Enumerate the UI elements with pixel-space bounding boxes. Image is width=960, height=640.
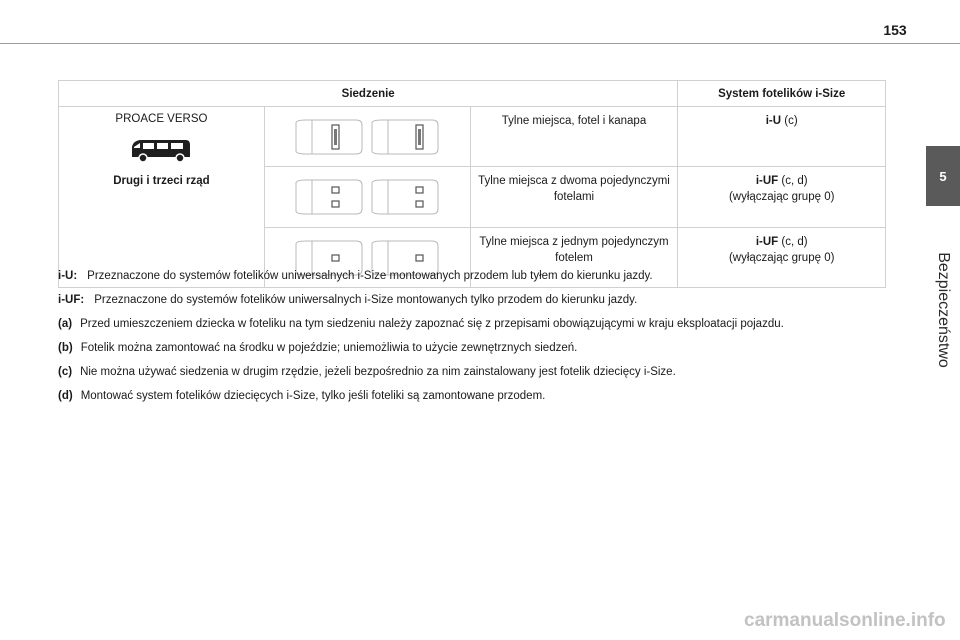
seat-layout-bench-icon: [292, 117, 442, 157]
notes-list: [58, 264, 898, 408]
note-text: Fotelik można zamontować na środku w pojeździe; uniemożliwia to użycie zewnętrznych siedzeń.: [80, 342, 578, 354]
note-text: Przeznaczone do systemów fotelików uniwersalnych i-Size montowanych tylko przodem do kierunku jazdy.: [94, 294, 638, 306]
seat-diagram-cell: [264, 107, 470, 167]
note-key: i-UF:: [58, 294, 85, 306]
vehicle-rows: Drugi i trzeci rząd: [113, 175, 210, 187]
table-row: [59, 107, 886, 167]
note-item: [58, 336, 898, 360]
note-key: (b): [58, 342, 73, 354]
watermark: carmanualsonline.info: [744, 610, 946, 631]
note-key: (c): [58, 366, 73, 378]
note-key: (a): [58, 318, 73, 330]
system-note: (c): [781, 115, 798, 127]
note-text: Nie można używać siedzenia w drugim rzędzie, jeżeli bezpośrednio za nim zainstalowany jest fotelik dziecięcy i-Size.: [80, 366, 676, 378]
system-code: i-UF: [755, 236, 779, 248]
note-text: Przeznaczone do systemów fotelików uniwersalnych i-Size montowanych przodem lub tyłem do kierunku jazdy.: [87, 270, 653, 282]
system-cell: [678, 107, 886, 167]
note-key: (d): [58, 390, 73, 402]
system-extra: (wyłączając grupę 0): [728, 191, 835, 203]
table-header-row: [59, 81, 886, 107]
system-note: (c, d): [778, 236, 808, 248]
system-cell: [678, 167, 886, 228]
seat-layout-two-seats-icon: [292, 177, 442, 217]
note-text: Montować system fotelików dziecięcych i-Size, tylko jeśli foteliki są zamontowane przodem.: [80, 390, 546, 402]
note-item: [58, 312, 898, 336]
note-item: [58, 264, 898, 288]
note-item: [58, 384, 898, 408]
seat-diagram-cell: [264, 167, 470, 228]
system-code: i-U: [765, 115, 782, 127]
header-system: System fotelików i-Size: [678, 81, 886, 107]
vehicle-cell: [59, 107, 265, 288]
note-key: i-U:: [58, 270, 78, 282]
position-cell: Tylne miejsca, fotel i kanapa: [470, 107, 678, 167]
van-icon: [126, 135, 196, 165]
note-item: [58, 288, 898, 312]
header-rule: [0, 43, 960, 44]
chapter-tab[interactable]: [926, 146, 960, 206]
system-code: i-UF: [755, 175, 779, 187]
seat-table: [58, 80, 886, 288]
vehicle-name: PROACE VERSO: [115, 113, 208, 125]
note-text: Przed umieszczeniem dziecka w foteliku na tym siedzeniu należy zapoznać się z przepisami obowiązującymi w kraju eksploatacji pojazdu.: [80, 318, 784, 330]
position-cell: Tylne miejsca z jednym pojedynczym fotelem: [470, 228, 678, 288]
system-note: (c, d): [778, 175, 808, 187]
chapter-number: 5: [939, 168, 947, 184]
header-seat: Siedzenie: [59, 81, 678, 107]
note-item: [58, 360, 898, 384]
page-number: 153: [883, 22, 907, 38]
chapter-label: Bezpieczeństwo: [935, 252, 952, 368]
position-cell: Tylne miejsca z dwoma pojedynczymi fotelami: [470, 167, 678, 228]
system-extra: (wyłączając grupę 0): [728, 252, 835, 264]
